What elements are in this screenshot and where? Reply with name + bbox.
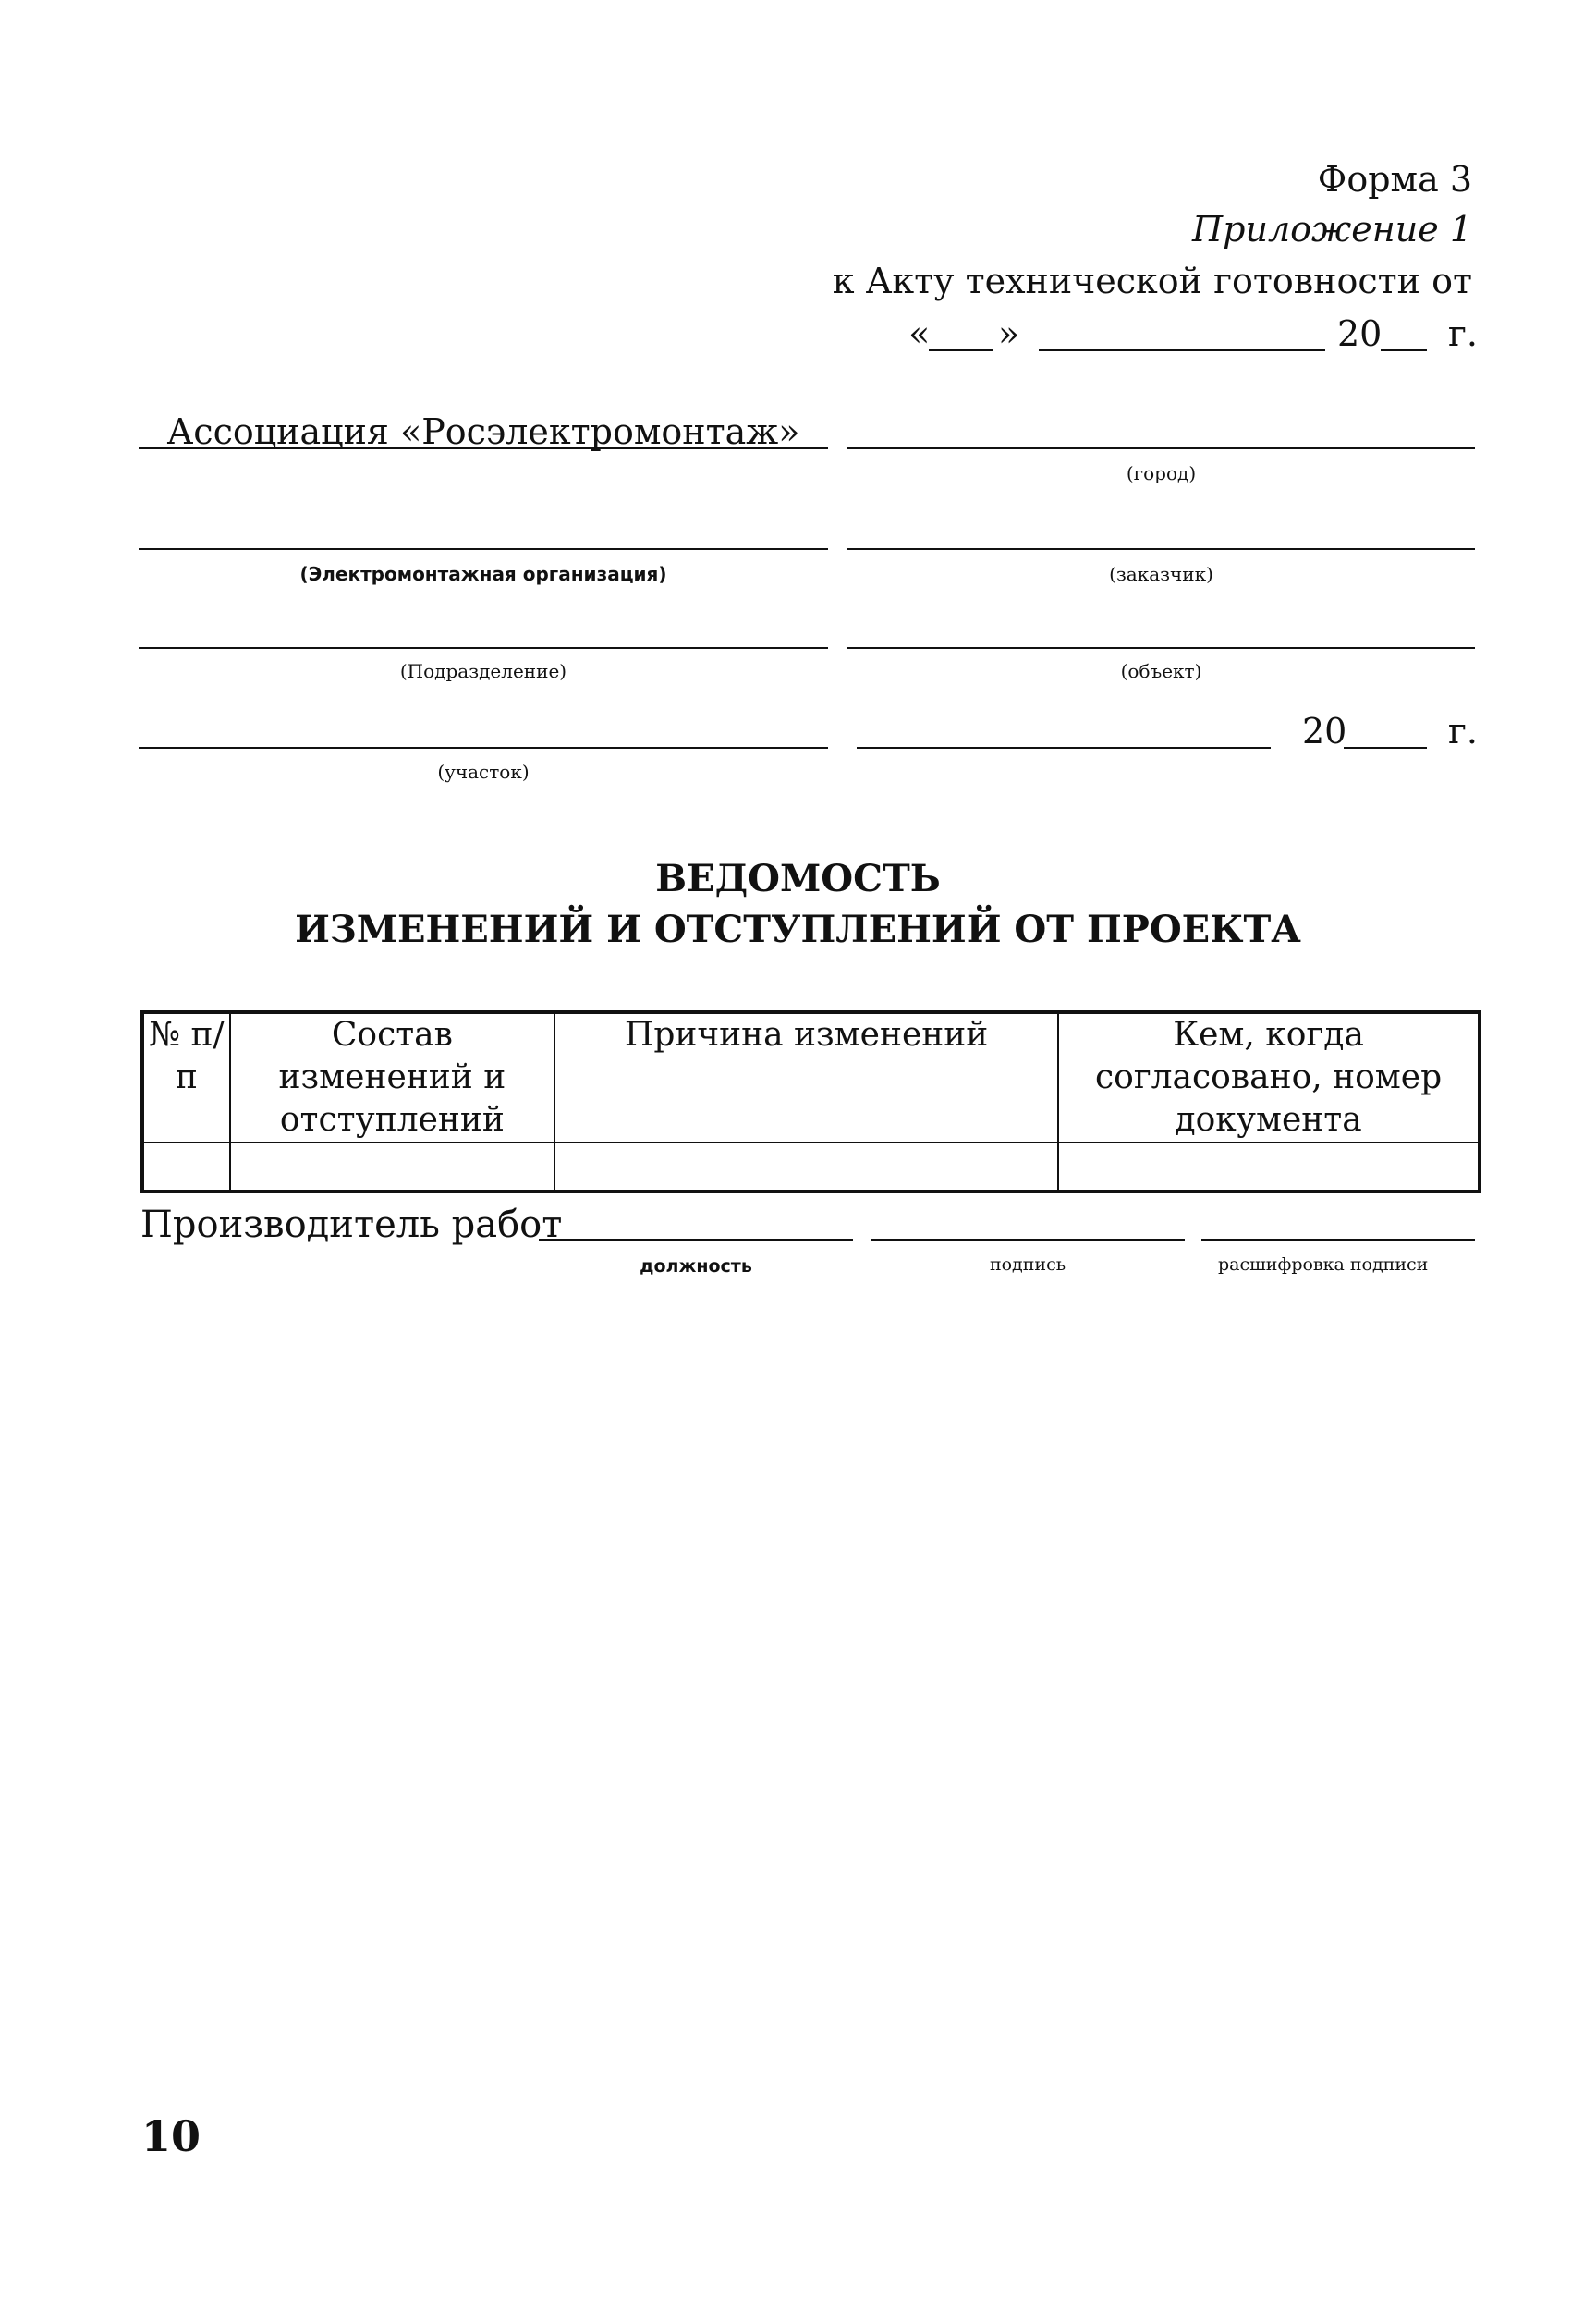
- changes-table: [140, 1010, 1481, 1193]
- year-date-line: [857, 747, 1271, 749]
- date-day-line: [929, 349, 993, 351]
- year-prefix: 20: [1302, 711, 1347, 752]
- signature-line: [871, 1239, 1185, 1241]
- page-number: 10: [141, 2111, 201, 2161]
- column-header-approval: Кем, когда согласовано, номер документа: [1058, 1012, 1480, 1143]
- table-cell[interactable]: [142, 1143, 230, 1192]
- position-line: [539, 1239, 853, 1241]
- table-cell[interactable]: [230, 1143, 554, 1192]
- customer-caption: (заказчик): [1109, 563, 1213, 585]
- date-year-suffix: г.: [1448, 313, 1478, 354]
- subdivision-line: [139, 647, 828, 649]
- decryption-caption: расшифровка подписи: [1218, 1254, 1429, 1275]
- date-open-quote: «: [908, 313, 931, 354]
- table-header-row: [142, 1012, 1480, 1143]
- year-digits-line: [1344, 747, 1427, 749]
- decryption-line: [1201, 1239, 1475, 1241]
- table-cell[interactable]: [554, 1143, 1058, 1192]
- year-suffix: г.: [1448, 711, 1478, 752]
- section-line: [139, 747, 828, 749]
- city-line: [847, 447, 1475, 449]
- act-reference: к Акту технической готовности от: [832, 261, 1472, 301]
- column-header-reason: Причина изменений: [554, 1012, 1058, 1143]
- electro-org-line: [139, 548, 828, 550]
- form-label: Форма 3: [1317, 159, 1472, 200]
- object-caption: (объект): [1120, 660, 1202, 682]
- subdivision-caption: (Подразделение): [399, 660, 567, 682]
- date-year-line: [1381, 349, 1427, 351]
- organization-value: Ассоциация «Росэлектромонтаж»: [166, 411, 800, 452]
- customer-line: [847, 548, 1475, 550]
- column-header-composition: Состав изменений и отступлений: [230, 1012, 554, 1143]
- document-title-line2: ИЗМЕНЕНИЙ И ОТСТУПЛЕНИЙ ОТ ПРОЕКТА: [295, 908, 1301, 951]
- column-header-number: № п/п: [142, 1012, 230, 1143]
- position-caption: должность: [640, 1256, 752, 1277]
- object-line: [847, 647, 1475, 649]
- document-title-line1: ВЕДОМОСТЬ: [655, 857, 941, 900]
- section-caption: (участок): [437, 761, 530, 783]
- work-manager-label: Производитель работ: [140, 1204, 563, 1246]
- table-row: [142, 1143, 1480, 1192]
- table-cell[interactable]: [1058, 1143, 1480, 1192]
- city-caption: (город): [1126, 462, 1197, 484]
- date-month-line: [1039, 349, 1325, 351]
- appendix-label: Приложение 1: [1192, 209, 1472, 250]
- date-year-prefix: 20: [1337, 313, 1383, 354]
- organization-line: [139, 447, 828, 449]
- electro-org-caption: (Электромонтажная организация): [299, 563, 667, 585]
- date-close-quote: »: [998, 313, 1020, 354]
- signature-caption: подпись: [989, 1254, 1066, 1275]
